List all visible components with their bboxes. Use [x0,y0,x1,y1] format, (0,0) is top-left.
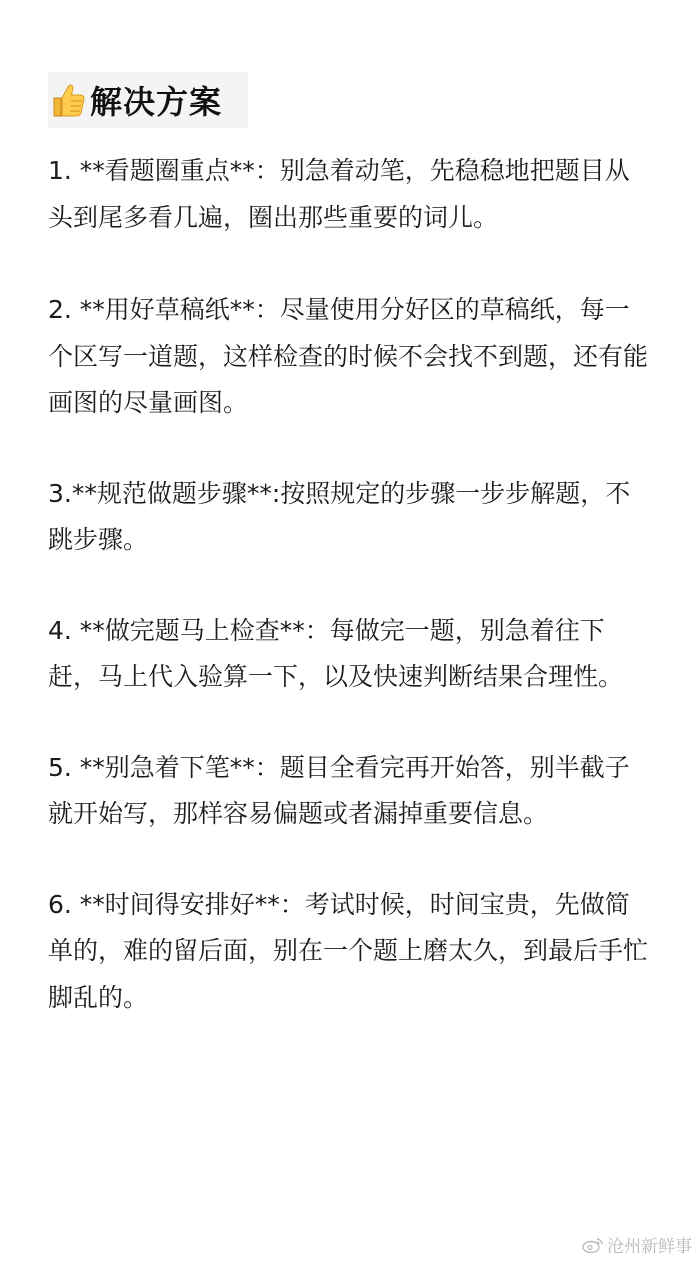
section-heading [48,72,248,128]
weibo-icon [582,1236,604,1254]
list-item: 1. **看题圈重点**：别急着动笔，先稳稳地把题目从头到尾多看几遍，圈出那些重要的词儿。 [48,156,630,232]
list-item: 2. **用好草稿纸**：尽量使用分好区的草稿纸，每一个区写一道题，这样检查的时候不会找不到题，还有能画图的尽量画图。 [48,295,649,417]
list-item: 5. **别急着下笔**：题目全看完再开始答，别半截子就开始写，那样容易偏题或者漏掉重要信息。 [48,752,630,828]
heading-title: 解决方案 [90,83,223,121]
watermark-text: 沧州新鲜事 [607,1237,692,1257]
list-item: 3.**规范做题步骤**:按照规定的步骤一步步解题，不跳步骤。 [48,478,631,554]
solution-list [48,148,648,1065]
list-item: 4. **做完题马上检查**：每做完一题，别急着往下赶，马上代入验算一下，以及快速判断结果合理性。 [48,615,624,691]
watermark [582,1232,692,1257]
list-item: 6. **时间得安排好**：考试时候，时间宝贵，先做简单的，难的留后面，别在一个题上磨太久，到最后手忙脚乱的。 [48,889,649,1012]
thumbs-up-icon [48,80,88,120]
